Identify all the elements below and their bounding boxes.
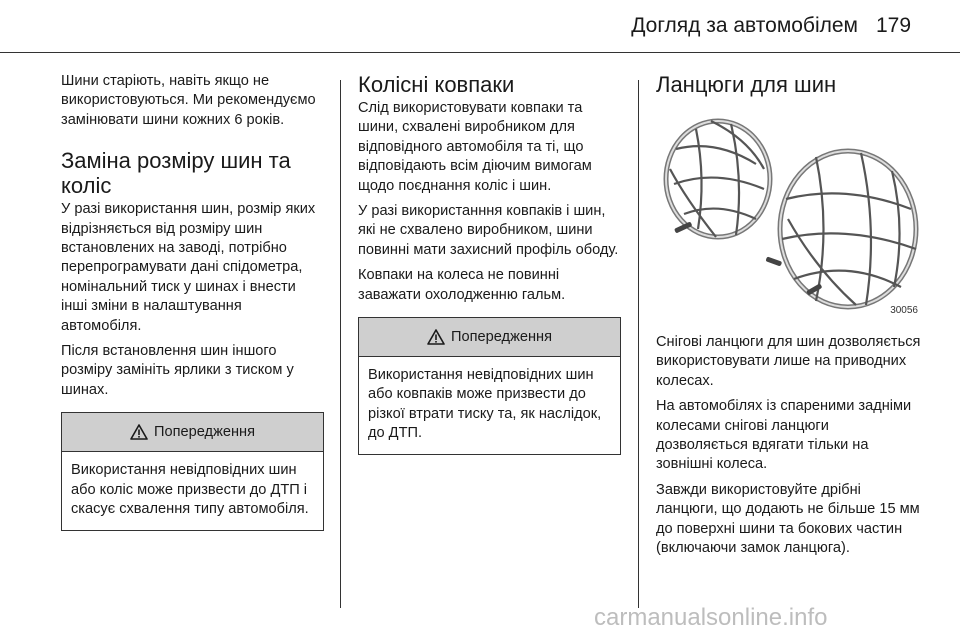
heading-snow-chains: Ланцюги для шин xyxy=(656,72,837,97)
wheel-covers-paragraph-2: У разі використанння ковпаків і шин, які не схвалено виробником, шини повинні мати захисний профіль ободу. xyxy=(358,203,619,258)
warning-box-tires xyxy=(61,412,324,530)
warning-header xyxy=(359,318,620,357)
warning-triangle-icon xyxy=(427,329,445,345)
column-snow-chains xyxy=(656,72,924,564)
column-wheel-covers xyxy=(358,72,621,455)
figure-code: 30056 xyxy=(890,305,918,316)
wheel-covers-paragraph-3: Ковпаки на колеса не повинні заважати охолодженню гальм. xyxy=(358,267,566,303)
page-header xyxy=(0,0,960,52)
section-title: Догляд за автомобілем xyxy=(631,14,858,37)
warning-text: Використання невідповідних шин або ковпаків може призвести до різкої втрати тиску та, як наслідок, до ДТП. xyxy=(368,367,602,442)
warning-box-covers xyxy=(358,317,621,455)
warning-text: Використання невідповідних шин або коліс може призвести до ДТП і скасує схвалення типу автомобіля. xyxy=(71,462,309,518)
page-number: 179 xyxy=(876,14,912,37)
warning-title: Попередження xyxy=(154,424,255,441)
wheel-covers-paragraph-1: Слід використовувати ковпаки та шини, схвалені виробником для відповідного автомобіля та ті, що відповідають всім діючим вимогам щодо поєднання коліс і шин. xyxy=(358,100,592,194)
warning-title: Попередження xyxy=(451,329,552,346)
snow-chains-illustration xyxy=(656,109,924,319)
watermark: carmanualsonline.info xyxy=(594,604,828,631)
tire-size-paragraph-2: Після встановлення шин іншого розміру замініть ярлики з тиском у шинах. xyxy=(61,343,294,398)
tire-aging-text: Шини старіють, навіть якщо не використовуються. Ми рекомендуємо замінювати шини кожних 6 років. xyxy=(61,73,316,128)
warning-header xyxy=(62,413,323,452)
tire-size-paragraph-1: У разі використання шин, розмір яких відрізняється від розміру шин встановлених на заводі, потрібно перепрограмувати дані спідометра, номінальний тиск у шинах і внести інші зміни в налаштування автомобіля. xyxy=(61,201,316,334)
column-divider-right xyxy=(638,80,639,608)
heading-tire-size-change: Заміна розміру шин та коліс xyxy=(61,148,291,199)
snow-chains-paragraph-3: Завжди використовуйте дрібні ланцюги, що додають не більше 15 мм до поверхні шини та бокових частин (включаючи замок ланцюга). xyxy=(656,481,920,557)
column-divider-left xyxy=(340,80,341,608)
heading-wheel-covers: Колісні ковпаки xyxy=(358,72,515,97)
snow-chains-paragraph-1: Снігові ланцюги для шин дозволяється використовувати лише на приводних колесах. xyxy=(656,334,921,389)
header-divider xyxy=(0,52,960,53)
column-tires-size xyxy=(61,72,324,531)
snow-chains-paragraph-2: На автомобілях із спареними задніми колесами снігові ланцюги дозволяється вдягати тільки на зовнішні колеса. xyxy=(656,398,912,473)
warning-triangle-icon xyxy=(130,424,148,440)
